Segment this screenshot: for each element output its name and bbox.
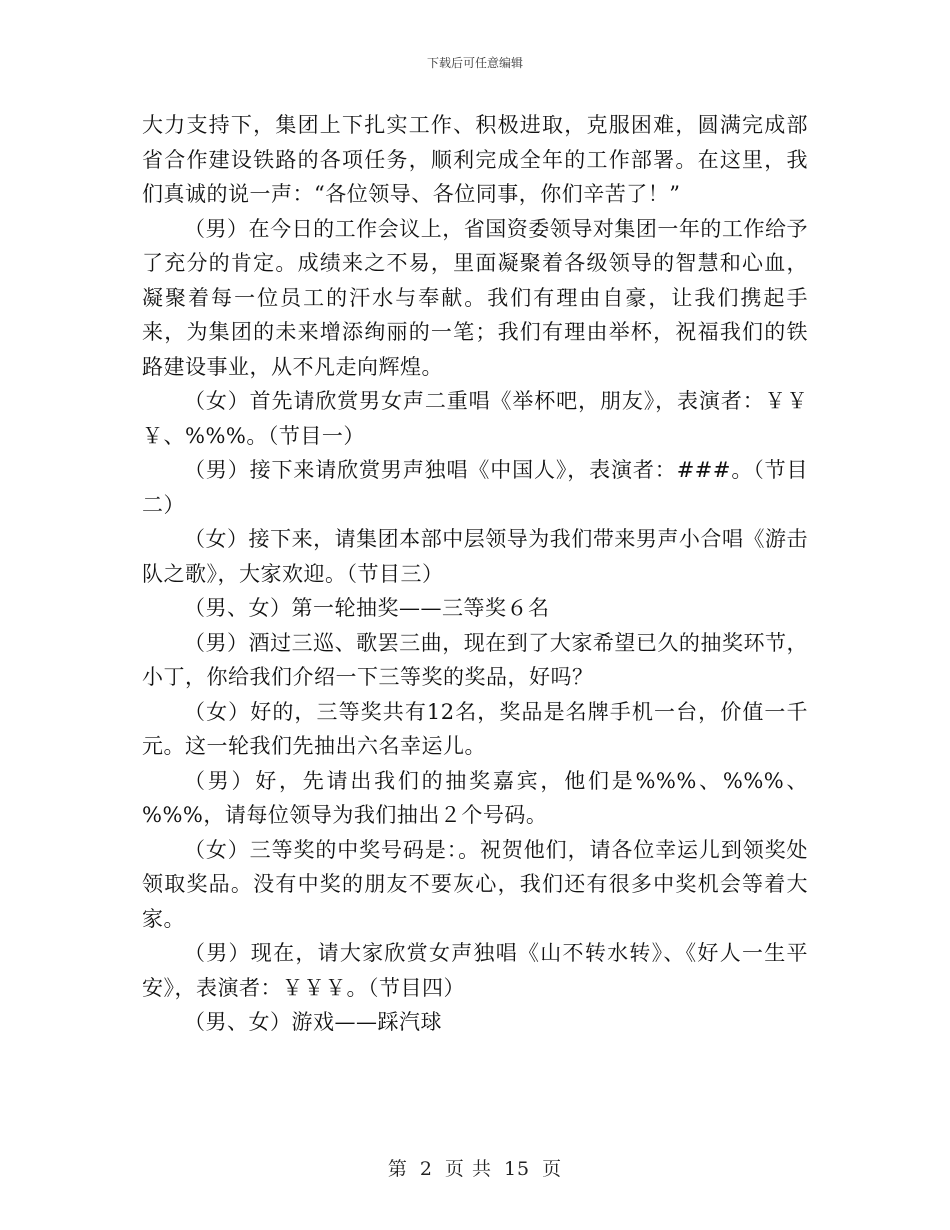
footer-total-pages: 15: [503, 1158, 531, 1180]
footer-page-number: 2: [419, 1158, 433, 1180]
page-header-note: 下载后可任意编辑: [426, 56, 523, 70]
paragraph-male-speech: （男）在今日的工作会议上，省国资委领导对集团一年的工作给予了充分的肯定。成绩来之不易，里面凝聚着各级领导的智慧和心血，凝聚着每一位员工的汗水与奉献。我们有理由自豪，让我们携起手来，为集团的未来增添绚丽的一笔；我们有理由举杯，祝福我们的铁路建设事业，从不凡走向辉煌。: [142, 216, 808, 379]
document-body: [142, 108, 808, 1040]
paragraph-lottery-title: （男、女）第一轮抽奖——三等奖６名: [184, 596, 550, 620]
footer-prefix: 第: [387, 1158, 408, 1180]
paragraph-program-three: （女）接下来，请集团本部中层领导为我们带来男声小合唱《游击队之歌》，大家欢迎。（节目三）: [142, 527, 808, 586]
paragraph-winning-numbers: （女）三等奖的中奖号码是：。祝贺他们，请各位幸运儿到领奖处领取奖品。没有中奖的朋友不要灰心，我们还有很多中奖机会等着大家。: [142, 837, 808, 931]
paragraph-program-two: （男）接下来请欣赏男声独唱《中国人》，表演者：###。（节目二）: [142, 458, 808, 517]
paragraph-lottery-intro: （男）酒过三巡、歌罢三曲，现在到了大家希望已久的抽奖环节，小丁，你给我们介绍一下三等奖的奖品，好吗？: [142, 630, 808, 689]
page-footer: [0, 1154, 950, 1181]
footer-suffix: 页: [542, 1158, 563, 1180]
paragraph-lottery-guests: （男）好，先请出我们的抽奖嘉宾，他们是%%%、%%%、%%%，请每位领导为我们抽出２个号码。: [142, 768, 808, 827]
footer-middle: 页 共: [444, 1158, 492, 1180]
paragraph-program-four: （男）现在，请大家欣赏女声独唱《山不转水转》、《好人一生平安》，表演者：￥￥￥。（节目四）: [142, 941, 808, 1000]
paragraph-program-one: （女）首先请欣赏男女声二重唱《举杯吧，朋友》，表演者：￥￥￥、%%%。（节目一）: [142, 389, 808, 448]
paragraph-game-title: （男、女）游戏——踩汽球: [184, 1010, 442, 1034]
paragraph-prize-description: （女）好的，三等奖共有12名，奖品是名牌手机一台，价值一千元。这一轮我们先抽出六名幸运儿。: [142, 699, 808, 758]
paragraph-continued: 大力支持下，集团上下扎实工作、积极进取，克服困难，圆满完成部省合作建设铁路的各项任务，顺利完成全年的工作部署。在这里，我们真诚的说一声：“各位领导、各位同事，你们辛苦了！”: [142, 113, 808, 206]
